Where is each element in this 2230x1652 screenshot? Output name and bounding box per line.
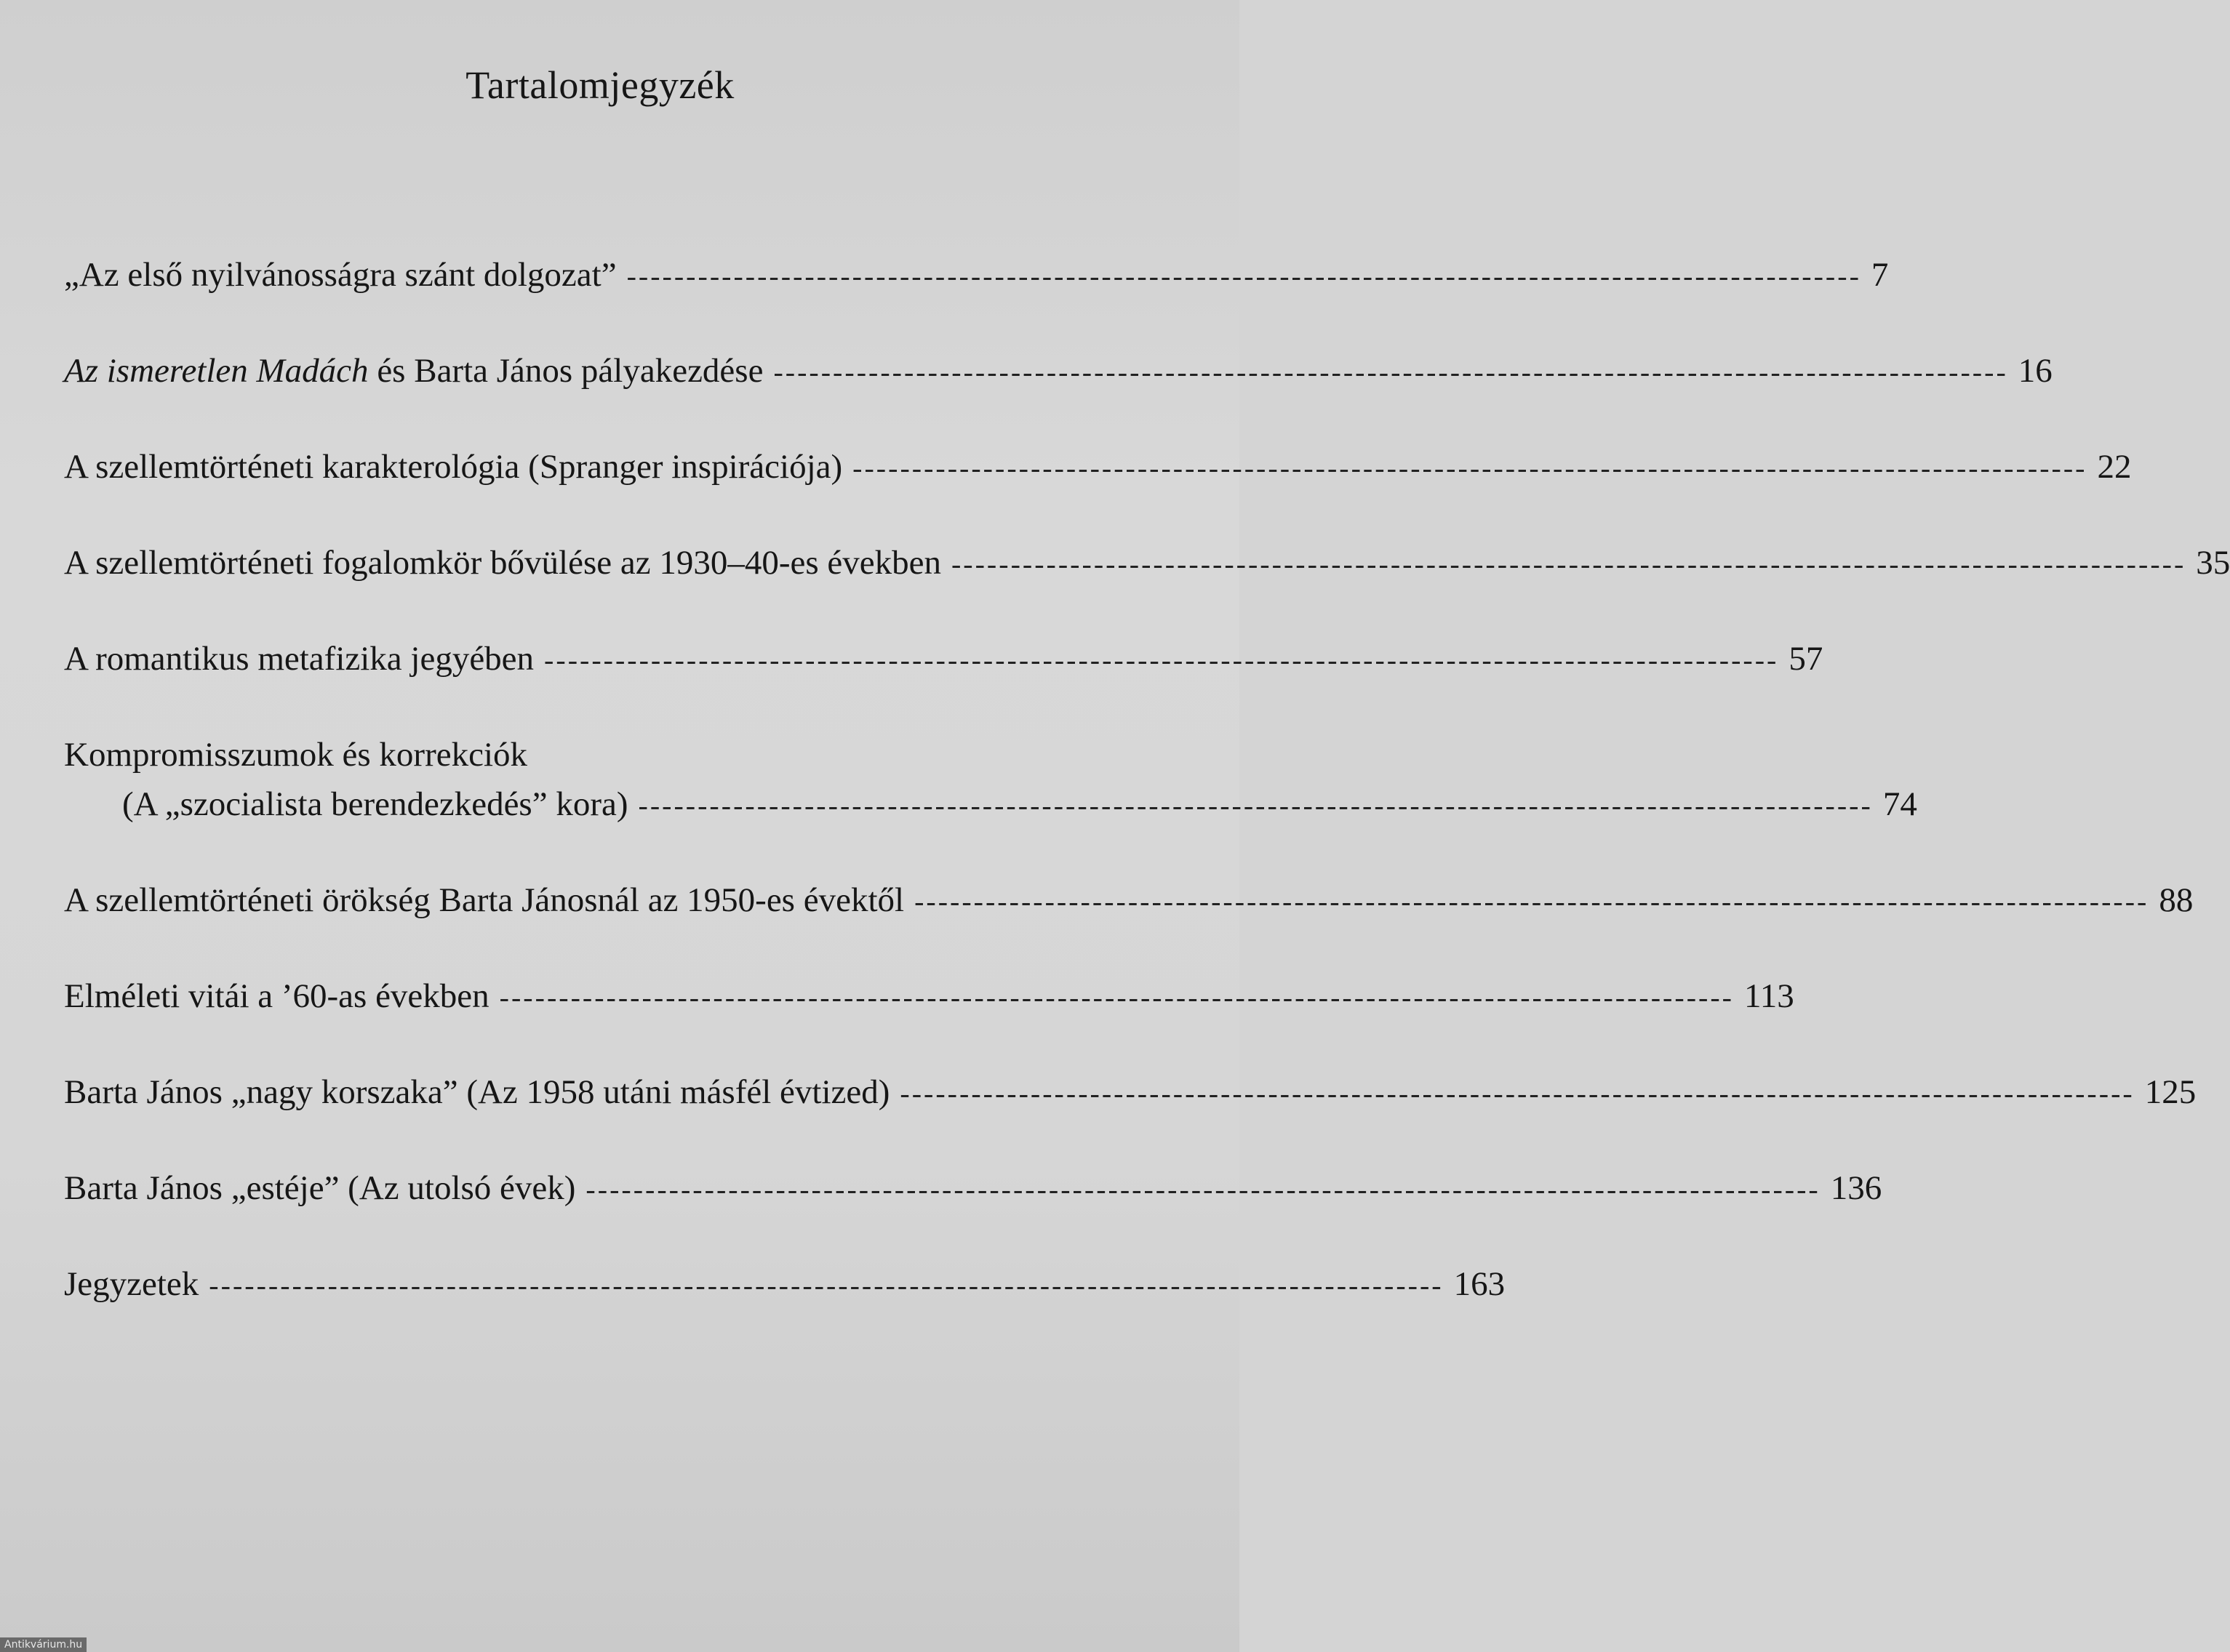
leader-dots: --------------------------------------------------------------------------------------------------------	[544, 643, 1779, 676]
toc-page-number: 136	[1830, 1169, 1882, 1207]
toc-entry	[64, 1262, 1506, 1307]
leader-dots: --------------------------------------------------------------------------------------------------------	[852, 452, 2087, 484]
toc-page-number: 125	[2144, 1073, 2197, 1111]
toc-page-number: 163	[1453, 1265, 1506, 1303]
page-title: Tartalomjegyzék	[465, 63, 735, 107]
toc-entry-title-line1: Kompromisszumok és korrekciók	[64, 736, 528, 774]
leader-dots: --------------------------------------------------------------------------------------------------------	[586, 1173, 1821, 1206]
toc-entry	[64, 637, 1823, 682]
toc-page-number: 113	[1743, 977, 1794, 1015]
toc-entry-title: Barta János „estéje” (Az utolsó évek)	[64, 1169, 576, 1207]
leader-dots: --------------------------------------------------------------------------------------------------------	[626, 260, 1861, 292]
toc-page-number: 35	[2196, 544, 2230, 582]
toc-entry-title-italic: Az ismeretlen Madách	[64, 352, 369, 390]
toc-entry-title: Barta János „nagy korszaka” (Az 1958 utáni másfél évtized)	[64, 1073, 890, 1111]
leader-dots: --------------------------------------------------------------------------------------------------------	[914, 885, 2149, 918]
leader-dots: --------------------------------------------------------------------------------------------------------	[773, 356, 2008, 388]
toc-entry	[64, 974, 1794, 1019]
toc-entry	[64, 445, 2132, 490]
toc-entry	[64, 1166, 1882, 1211]
leader-dots: --------------------------------------------------------------------------------------------------------	[951, 548, 2186, 580]
toc-entry-title-rest: és Barta János pályakezdése	[368, 352, 764, 390]
toc-page-number: 7	[1871, 256, 1889, 294]
toc-entry	[64, 349, 2053, 394]
watermark: Antikvárium.hu	[0, 1637, 87, 1652]
leader-dots: --------------------------------------------------------------------------------------------------------	[900, 1077, 2135, 1110]
leader-dots: --------------------------------------------------------------------------------------------------------	[209, 1269, 1444, 1302]
toc-entry-title: (A „szocialista berendezkedés” kora)	[122, 785, 628, 823]
toc-page-number: 88	[2159, 881, 2194, 919]
toc-page-number: 16	[2018, 352, 2053, 390]
toc-entry	[64, 1070, 2197, 1115]
toc-entry-title: A szellemtörténeti örökség Barta Jánosnál az 1950-es évektől	[64, 881, 905, 919]
toc-entry-title: Elméleti vitái a ’60-as években	[64, 977, 489, 1015]
leader-dots: --------------------------------------------------------------------------------------------------------	[499, 981, 1734, 1014]
toc-entry	[64, 782, 1917, 827]
toc-page-number: 22	[2097, 448, 2132, 486]
toc-entry-title: A romantikus metafizika jegyében	[64, 640, 535, 678]
toc-entry-title: A szellemtörténeti karakterológia (Spranger inspirációja)	[64, 448, 843, 486]
toc-entry	[64, 253, 1889, 298]
toc-entry	[64, 541, 2230, 586]
toc-entry-title	[64, 349, 763, 393]
toc-page-number: 57	[1789, 640, 1823, 678]
toc-entry	[64, 878, 2194, 923]
toc-entry-title: A szellemtörténeti fogalomkör bővülése az 1930–40-es években	[64, 544, 941, 582]
leader-dots: --------------------------------------------------------------------------------------------------------	[638, 789, 1873, 822]
toc-entry-title: „Az első nyilvánosságra szánt dolgozat”	[64, 256, 617, 294]
toc-entry-title: Jegyzetek	[64, 1265, 199, 1303]
toc-page-number: 74	[1882, 785, 1917, 823]
